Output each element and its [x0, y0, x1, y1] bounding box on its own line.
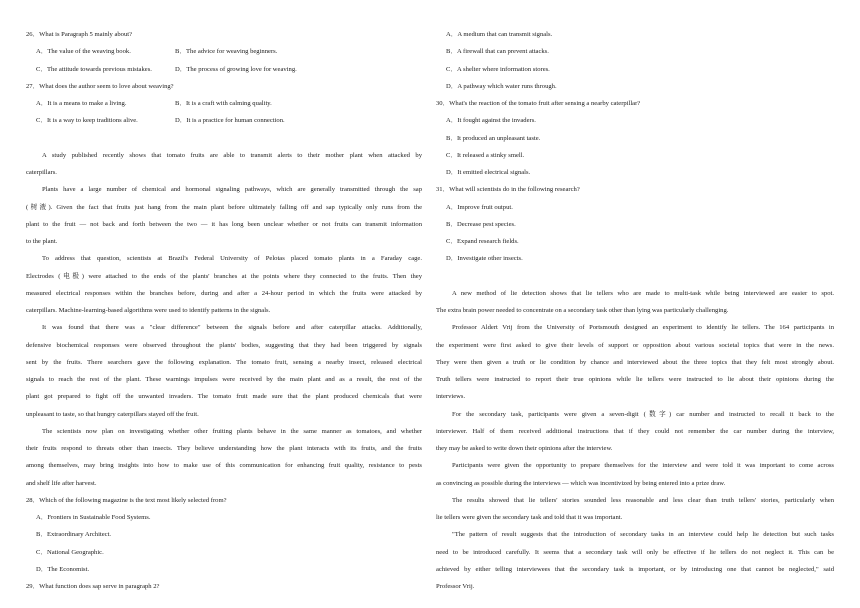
- question-28-option-b: B．Extraordinary Architect.: [36, 531, 112, 539]
- passage-line: interviewer. Half of them received additional instructions that if they could not remember the car number during the interview,: [436, 427, 834, 435]
- question-28-option-d: D．The Economist.: [36, 565, 90, 573]
- question-26-options-row1: [26, 43, 422, 60]
- question-31-stem: 31．What will scientists do in the following research?: [436, 186, 580, 194]
- question-31-option-a: A．Improve fruit output.: [446, 203, 513, 211]
- question-26-option-b: B．The advice for weaving beginners.: [175, 48, 278, 56]
- question-29-option-c: C．A shelter where information stores.: [446, 65, 550, 73]
- question-31-option-d: D．Investigate other insects.: [446, 255, 523, 263]
- passage-line: measured electrical responses within the branches before, during and after a 24-hour period in which the fruits were attacked by: [26, 289, 422, 297]
- passage-line: sent by the fruits. There searchers gave the following explanation. The tomato fruit, sensing a nearby insect, released electrical: [26, 358, 422, 366]
- question-29-stem: 29．What function does sap serve in paragraph 2?: [26, 583, 160, 590]
- question-28-stem: 28．Which of the following magazine is the text most likely selected from?: [26, 496, 227, 504]
- passage-line: It was found that there was a "clear difference" between the signals before and after caterpillar attacks. Additionally,: [42, 324, 422, 332]
- question-27-option-d: D．It is a practice for human connection.: [175, 117, 285, 125]
- passage-line: The extra brain power needed to concentrate on a secondary task other than lying was particularly challenging.: [436, 307, 729, 314]
- question-31-option-b: B．Decrease pest species.: [446, 220, 516, 228]
- passage-line: The results showed that lie tellers' stories sounded less reasonable and less clear than truth tellers' stories, particularly when: [452, 496, 834, 504]
- passage-line: Professor Vrij.: [436, 583, 475, 590]
- passage-line: among themselves, may bring insights into how to make use of this communication for enhancing fruit quality, resistance to pests: [26, 462, 422, 470]
- question-29-option-a: A．A medium that can transmit signals.: [446, 31, 553, 38]
- passage-line: caterpillars. Machine-learning-based algorithms were used to identify patterns in the signals.: [26, 307, 271, 314]
- passage-line: (树液). Given the fact that fruits just hang from the main plant before ultimately falling off and sap typically only runs from the: [26, 203, 422, 211]
- question-27-option-c: C．It is a way to keep traditions alive.: [36, 117, 138, 125]
- passage-line: Participants were given the opportunity to prepare themselves for the interview and were told it was important to come across: [452, 462, 834, 470]
- question-27-option-a: A．It is a means to make a living.: [36, 100, 127, 107]
- question-30-stem: 30．What's the reaction of the tomato fruit after sensing a nearby caterpillar?: [436, 100, 641, 107]
- passage-line: signals to reach the rest of the plant. These warnings impulses were received by the main plant and as a result, the rest of the: [26, 376, 422, 383]
- passage-line: achieved by either telling interviewees that the secondary task is important, or by introducing one that cannot be neglected," said: [436, 565, 834, 573]
- passage-line: defensive biochemical responses were observed throughout the plants' bodies, suggesting that they had been triggered by signals: [26, 341, 422, 349]
- passage-line: they may be asked to write down their opinions after the interview.: [436, 445, 613, 452]
- spacer: [26, 130, 422, 147]
- tomato-passage: [26, 147, 422, 492]
- passage-line: plant to the fruit — not back and forth between the two — it has long been unclear whether or not fruits can transmit information: [26, 220, 422, 228]
- passage-line: need to be introduced carefully. It seems that a secondary task will only be effective if lie tellers do not neglect it. This can be: [436, 548, 834, 556]
- spacer: [436, 268, 834, 285]
- passage-line: A new method of lie detection shows that lie tellers who are made to multi-task while being interviewed are easier to spot.: [452, 289, 834, 297]
- passage-line: Plants have a large number of chemical and hormonal signaling pathways, which are generally transmitted through the sap: [42, 186, 422, 194]
- question-30-option-c: C．It released a stinky smell.: [446, 151, 525, 159]
- question-26-option-a: A．The value of the weaving book.: [36, 48, 131, 56]
- question-30-option-b: B．It produced an unpleasant taste.: [446, 134, 541, 142]
- passage-line: Professor Aldert Vrij from the University of Portsmouth designed an experiment to identify lie tellers. The 164 participants in: [452, 324, 834, 332]
- right-column: [436, 26, 834, 595]
- passage-line: as convincing as possible during the interviews — which was incentivized by being entered into a prize draw.: [436, 479, 726, 487]
- question-28-option-c: C．National Geographic.: [36, 548, 104, 556]
- question-27-options-row1: [26, 95, 422, 112]
- question-27-option-b: B．It is a craft with calming quality.: [175, 100, 272, 107]
- passage-line: their fruits respond to threats other than insects. They believe understanding how the plant interacts with its fruits, and the fruits: [26, 445, 422, 452]
- passage-line: "The pattern of result suggests that the introduction of secondary tasks in an interview could help lie detection but such tasks: [452, 531, 834, 539]
- passage-line: and shelf life after harvest.: [26, 479, 97, 487]
- question-30-option-d: D．It emitted electrical signals.: [446, 169, 531, 176]
- passage-line: to the plant.: [26, 238, 58, 245]
- question-26-stem: 26．What is Paragraph 5 mainly about?: [26, 31, 133, 38]
- question-29-option-b: B．A firewall that can prevent attacks.: [446, 48, 549, 56]
- question-30-option-a: A．It fought against the invaders.: [446, 117, 536, 125]
- passage-line: To address that question, scientists at Brazil's Federal University of Pelotas placed tomato plants in a Faraday cage.: [42, 255, 422, 263]
- passage-line: The scientists now plan on investigating whether other fruiting plants behave in the same manner as tomatoes, and whether: [42, 427, 422, 435]
- passage-line: For the secondary task, participants were given a seven-digit (数字) car number and instructed to recall it back to the: [452, 410, 834, 418]
- passage-line: the experiment were first asked to give their levels of support or opposition about various societal topics that were in the news.: [436, 341, 834, 349]
- question-27-options-row2: [26, 112, 422, 129]
- question-26-option-d: D．The process of growing love for weaving.: [175, 65, 297, 73]
- question-27-stem: 27．What does the author seem to love about weaving?: [26, 82, 174, 90]
- left-column: [26, 26, 422, 595]
- question-26-options-row2: [26, 61, 422, 78]
- question-26-option-c: C．The attitude towards previous mistakes.: [36, 65, 152, 73]
- lie-detection-passage: [436, 285, 834, 596]
- passage-line: plant got prepared to fight off the unwanted invaders. The tomato fruit made sure that the plant produced chemicals that were: [26, 393, 422, 401]
- question-28-option-a: A．Frontiers in Sustainable Food Systems.: [36, 514, 151, 521]
- passage-line: caterpillars.: [26, 169, 57, 176]
- passage-line: lie tellers were given the secondary task and told that it was important.: [436, 514, 623, 521]
- passage-line: interviews.: [436, 393, 466, 401]
- passage-line: They were then given a truth or lie condition by chance and interviewed about the three topics that they felt most strongly about.: [436, 358, 834, 366]
- question-29-option-d: D．A pathway which water runs through.: [446, 82, 557, 90]
- question-31-option-c: C．Expand research fields.: [446, 238, 519, 245]
- passage-line: Electrodes (电极) were attached to the ends of the plants' branches at the points where they connected to the fruits. Then they: [26, 272, 422, 280]
- passage-line: Truth tellers were instructed to report their true opinions while lie tellers were instructed to lie about their opinions during the: [436, 376, 834, 383]
- passage-line: A study published recently shows that tomato fruits are able to transmit alerts to their mother plant when attacked by: [42, 151, 422, 159]
- passage-line: unpleasant to taste, so that hungry caterpillars stayed off the fruit.: [26, 410, 199, 418]
